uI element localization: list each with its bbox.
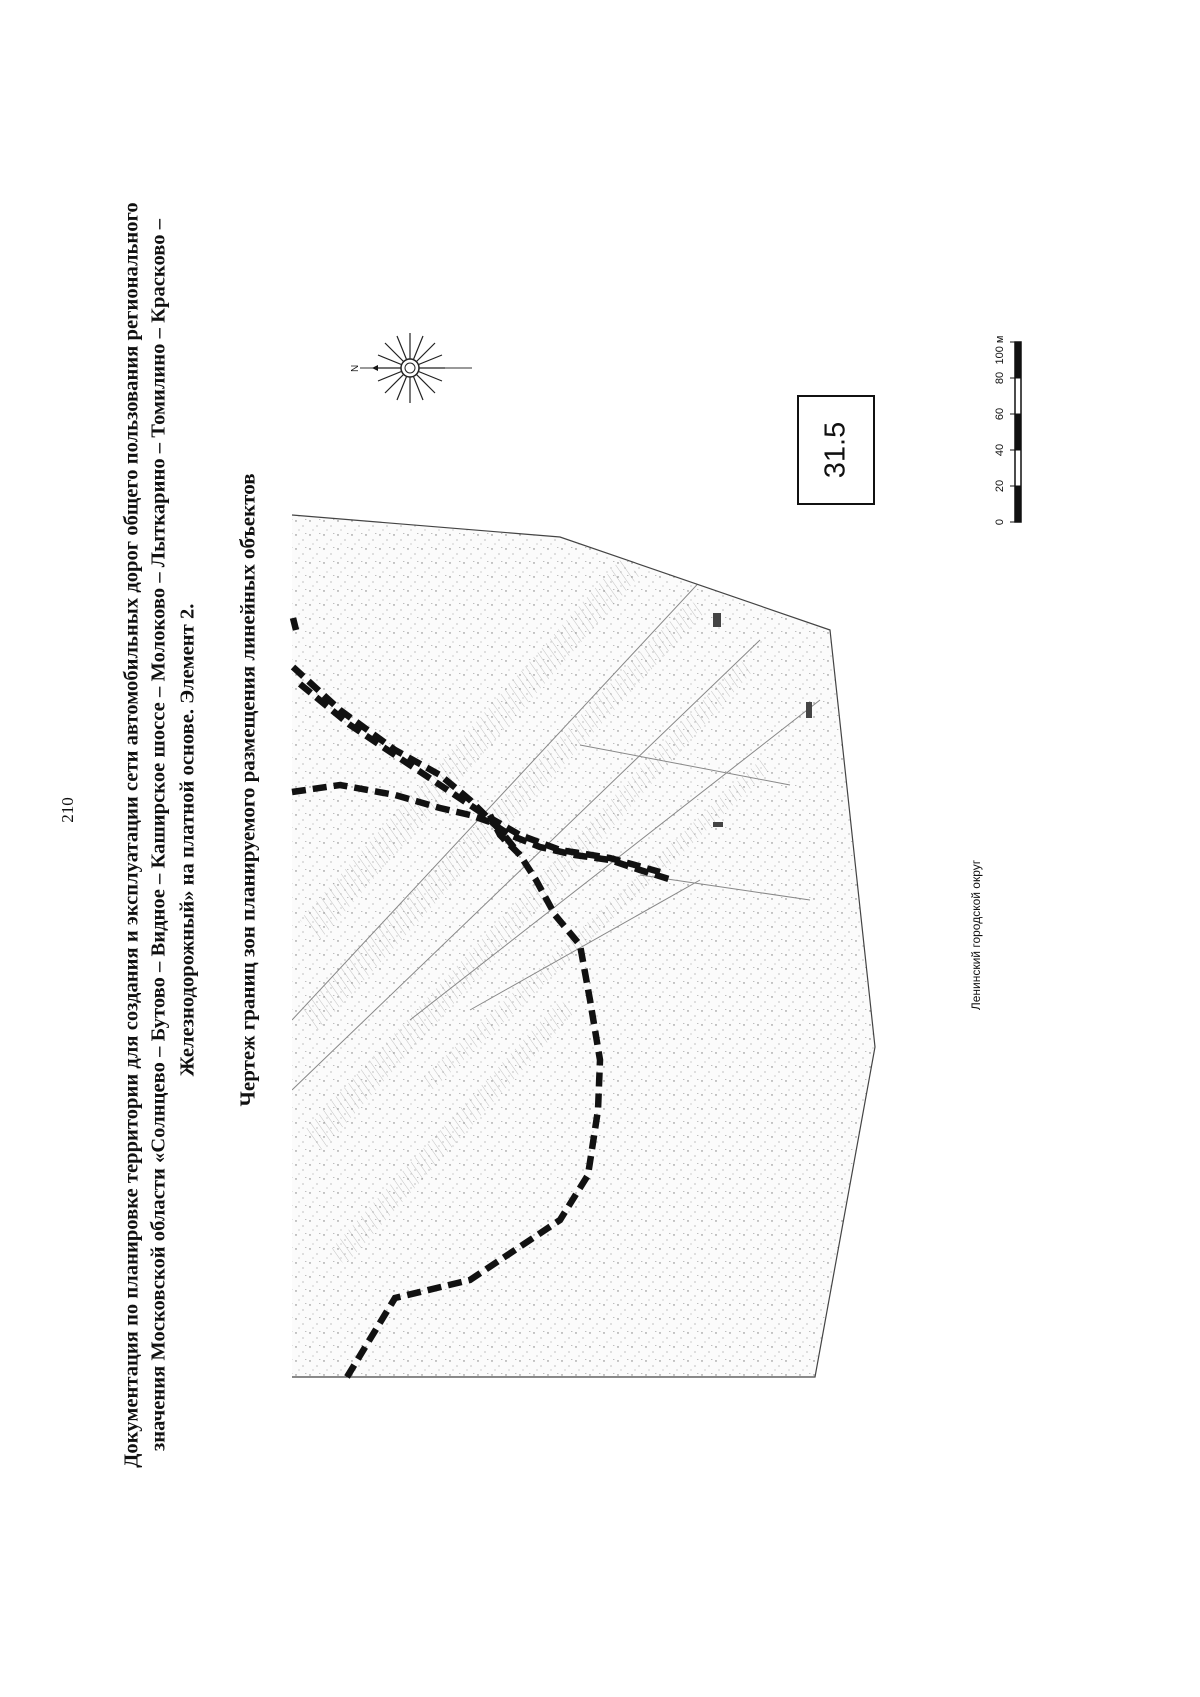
sheet-number: 31.5 [819, 421, 852, 479]
compass-rose-icon [350, 333, 472, 403]
scale-label-100: 100 м [994, 335, 1006, 365]
drawing-title: Чертеж границ зон планируемого размещения линейных объектов [235, 473, 260, 1107]
scale-label-80: 80 [994, 371, 1006, 385]
scale-label-40: 40 [994, 443, 1006, 457]
district-label: Ленинский городской округ [969, 859, 983, 1011]
document-title-line-2: значения Московской области «Солнцево – Бутово – Видное – Каширское шоссе – Молоково – Лыткарино – Томилино – Красково – [147, 218, 170, 1452]
map-area [292, 515, 882, 1380]
document-title-line-3: Железнодорожный» на платной основе. Элемент 2. [176, 603, 199, 1077]
scale-label-60: 60 [994, 407, 1006, 421]
page-number: 210 [58, 797, 77, 823]
scale-bar [1010, 342, 1021, 522]
scale-label-0: 0 [994, 518, 1006, 526]
north-label: N [350, 364, 361, 372]
document-title-line-1: Документация по планировке территории для создания и эксплуатации сети автомобильных дорог общего пользования регионального [120, 202, 143, 1468]
scale-label-20: 20 [994, 479, 1006, 493]
